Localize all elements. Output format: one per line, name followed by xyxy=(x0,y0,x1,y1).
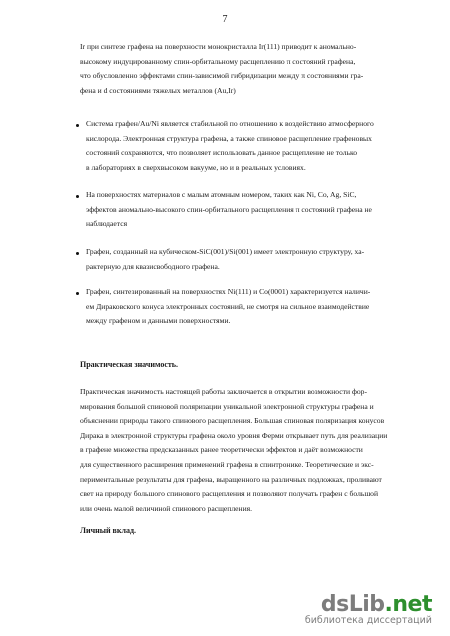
practical-paragraph: Практическая значимость настоящей работы заключается в открытии возможности фор- мирования большой спиновой поляризации уникальной электронной структуры графена и объяснении природы такого спинового расщепления. Большая спиновая поляризация конусов Дирака в электронной структуры графена около уровня Ферми открывает путь для реализации в графене множества предсказанных ранее теоретически эффектов и даёт возможности для существенного расширения применений графена в спинтронике. Теоретические и экс- периментальные результаты для графена, выращенного на различных подложках, проливают свет на природу большого спинового расщепления и позволяют получать графен с большой или очень малой величиной спинового расщепления. xyxy=(80,387,388,513)
logo-accent: .net xyxy=(384,592,432,617)
section-heading-practical: Практическая значимость. xyxy=(80,360,179,369)
section-heading-contribution: Личный вклад. xyxy=(80,526,137,535)
watermark-caption: библиотека диссертаций xyxy=(304,615,432,626)
bullet-dot xyxy=(76,252,79,255)
bullet-item: Система графен/Au/Ni является стабильной по отношению к воздействию атмосферного кислорода. Электронная структура графена, а также спиновое расщепление графеновых состояний сохраняются, что позволяет использовать данное расщепление не только в лабораториях в сверхвысоком вакууме, но и в реальных условиях. xyxy=(86,119,374,172)
page-number: 7 xyxy=(222,14,228,25)
bullet-dot xyxy=(76,195,79,198)
bullet-item: Графен, созданный на кубическом-SiC(001)/Si(001) имеет электронную структуру, ха- рактерную для квазисвободного графена. xyxy=(86,247,365,271)
bullet-dot xyxy=(76,124,79,127)
intro-paragraph: Ir при синтезе графена на поверхности монокристалла Ir(111) приводит к аномально- высокому индуцированному спин-орбитальному расщеплению π состояний графена, что обусловленно эффектами спин-зависимой гибридизации между π состояниями гра- фена и d состояниями тяжелых металлов (Au,Ir) xyxy=(80,42,364,95)
watermark-logo xyxy=(305,592,432,617)
bullet-dot xyxy=(76,292,79,295)
bullet-item: На поверхностях материалов с малым атомным номером, таких как Ni, Co, Ag, SiC, эффектов аномально-высокого спин-орбитального расщепления π состояний графена не наблюдается xyxy=(86,190,372,229)
bullet-item: Графен, синтезированный на поверхностях Ni(111) и Co(0001) характеризуется наличи- ем Дираковского конуса электронных состояний, не смотря на сильное взаимодействие между графеном и данными поверхностями. xyxy=(86,287,371,326)
logo-main: dsLib xyxy=(320,592,385,617)
watermark xyxy=(305,592,432,626)
